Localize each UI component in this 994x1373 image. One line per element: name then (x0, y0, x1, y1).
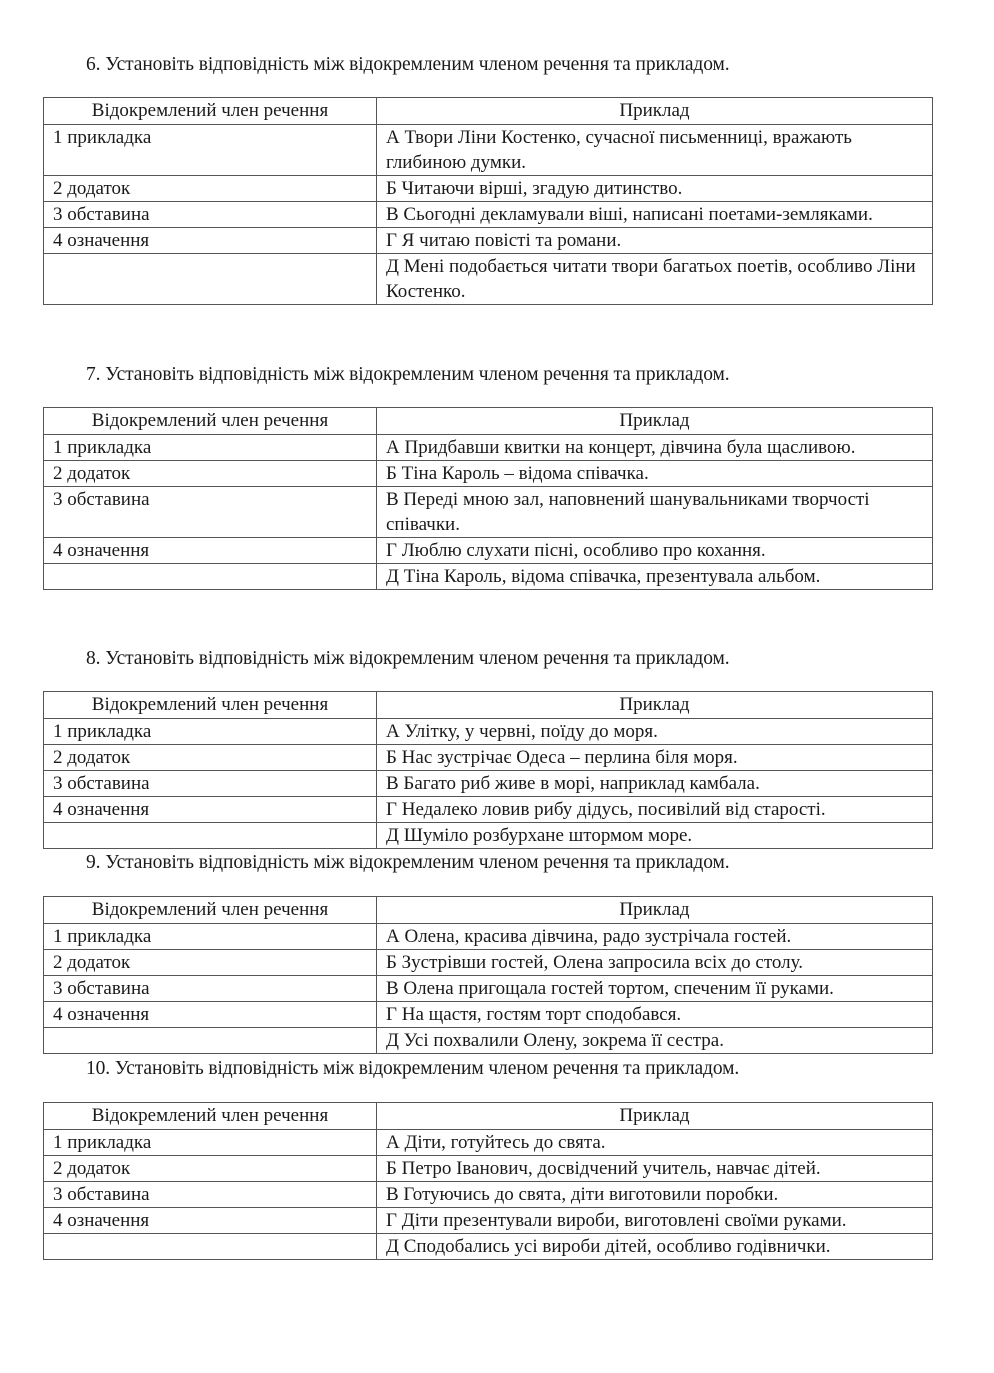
table-row (44, 461, 933, 487)
header-member: Відокремлений член речення (44, 1103, 377, 1130)
header-example: Приклад (377, 897, 933, 924)
table-header-row (44, 98, 933, 125)
table-header-row (44, 692, 933, 719)
table-row (44, 1208, 933, 1234)
example-cell: Г Я читаю повісті та романи. (377, 228, 933, 254)
member-cell (44, 564, 377, 590)
table-row (44, 254, 933, 305)
example-cell: Д Сподобались усі вироби дітей, особливо годівнички. (377, 1234, 933, 1260)
header-member: Відокремлений член речення (44, 98, 377, 125)
example-cell: А Діти, готуйтесь до свята. (377, 1130, 933, 1156)
member-cell: 3 обставина (44, 1182, 377, 1208)
example-cell: В Готуючись до свята, діти виготовили поробки. (377, 1182, 933, 1208)
example-cell: Г Люблю слухати пісні, особливо про кохання. (377, 538, 933, 564)
member-cell: 1 прикладка (44, 125, 377, 176)
example-cell: Г Недалеко ловив рибу дідусь, посивілий від старості. (377, 797, 933, 823)
example-cell: Б Петро Іванович, досвідчений учитель, навчає дітей. (377, 1156, 933, 1182)
table-row (44, 924, 933, 950)
header-example: Приклад (377, 98, 933, 125)
example-cell: Д Мені подобається читати твори багатьох поетів, особливо Ліни Костенко. (377, 254, 933, 305)
question-10-table (43, 1102, 933, 1260)
header-member: Відокремлений член речення (44, 897, 377, 924)
member-cell: 3 обставина (44, 202, 377, 228)
table-row (44, 176, 933, 202)
example-cell: Г На щастя, гостям торт сподобався. (377, 1002, 933, 1028)
table-row (44, 719, 933, 745)
table-row (44, 1130, 933, 1156)
member-cell: 2 додаток (44, 1156, 377, 1182)
question-6-table (43, 97, 933, 305)
member-cell: 2 додаток (44, 950, 377, 976)
member-cell: 2 додаток (44, 745, 377, 771)
header-example: Приклад (377, 692, 933, 719)
table-row (44, 1234, 933, 1260)
member-cell (44, 1234, 377, 1260)
question-6-title: 6. Установіть відповідність між відокремленим членом речення та прикладом. (86, 54, 730, 75)
question-10-title: 10. Установіть відповідність між відокремленим членом речення та прикладом. (86, 1058, 740, 1079)
table-row (44, 1156, 933, 1182)
example-cell: А Олена, красива дівчина, радо зустрічала гостей. (377, 924, 933, 950)
table-header-row (44, 1103, 933, 1130)
member-cell: 3 обставина (44, 771, 377, 797)
table-row (44, 202, 933, 228)
table-row (44, 1028, 933, 1054)
member-cell: 1 прикладка (44, 1130, 377, 1156)
member-cell: 2 додаток (44, 176, 377, 202)
table-row (44, 797, 933, 823)
example-cell: А Твори Ліни Костенко, сучасної письменниці, вражають глибиною думки. (377, 125, 933, 176)
table-row (44, 1182, 933, 1208)
table-row (44, 745, 933, 771)
table-row (44, 771, 933, 797)
table-row (44, 435, 933, 461)
table-row (44, 125, 933, 176)
example-cell: Д Усі похвалили Олену, зокрема її сестра. (377, 1028, 933, 1054)
example-cell: В Переді мною зал, наповнений шанувальниками творчості співачки. (377, 487, 933, 538)
table-header-row (44, 408, 933, 435)
member-cell: 4 означення (44, 538, 377, 564)
table-row (44, 976, 933, 1002)
member-cell: 3 обставина (44, 487, 377, 538)
table-row (44, 228, 933, 254)
example-cell: Д Шуміло розбурхане штормом море. (377, 823, 933, 849)
question-7-table (43, 407, 933, 590)
example-cell: Б Тіна Кароль – відома співачка. (377, 461, 933, 487)
member-cell: 4 означення (44, 228, 377, 254)
example-cell: Б Нас зустрічає Одеса – перлина біля моря. (377, 745, 933, 771)
member-cell (44, 823, 377, 849)
header-example: Приклад (377, 1103, 933, 1130)
example-cell: В Сьогодні декламували віші, написані поетами-земляками. (377, 202, 933, 228)
question-9-table (43, 896, 933, 1054)
member-cell (44, 254, 377, 305)
header-example: Приклад (377, 408, 933, 435)
question-9-title: 9. Установіть відповідність між відокремленим членом речення та прикладом. (86, 852, 730, 873)
member-cell: 3 обставина (44, 976, 377, 1002)
example-cell: В Багато риб живе в морі, наприклад камбала. (377, 771, 933, 797)
question-7-title: 7. Установіть відповідність між відокремленим членом речення та прикладом. (86, 364, 730, 385)
header-member: Відокремлений член речення (44, 692, 377, 719)
example-cell: В Олена пригощала гостей тортом, спеченим її руками. (377, 976, 933, 1002)
example-cell: Г Діти презентували вироби, виготовлені своїми руками. (377, 1208, 933, 1234)
table-row (44, 564, 933, 590)
example-cell: Б Зустрівши гостей, Олена запросила всіх до столу. (377, 950, 933, 976)
table-row (44, 950, 933, 976)
member-cell (44, 1028, 377, 1054)
header-member: Відокремлений член речення (44, 408, 377, 435)
table-row (44, 823, 933, 849)
table-row (44, 538, 933, 564)
member-cell: 2 додаток (44, 461, 377, 487)
member-cell: 1 прикладка (44, 719, 377, 745)
member-cell: 1 прикладка (44, 924, 377, 950)
example-cell: Д Тіна Кароль, відома співачка, презентувала альбом. (377, 564, 933, 590)
member-cell: 4 означення (44, 1002, 377, 1028)
member-cell: 4 означення (44, 1208, 377, 1234)
question-8-table (43, 691, 933, 849)
member-cell: 4 означення (44, 797, 377, 823)
table-row (44, 487, 933, 538)
example-cell: Б Читаючи вірші, згадую дитинство. (377, 176, 933, 202)
question-8-title: 8. Установіть відповідність між відокремленим членом речення та прикладом. (86, 648, 730, 669)
example-cell: А Улітку, у червні, поїду до моря. (377, 719, 933, 745)
table-row (44, 1002, 933, 1028)
example-cell: А Придбавши квитки на концерт, дівчина була щасливою. (377, 435, 933, 461)
member-cell: 1 прикладка (44, 435, 377, 461)
table-header-row (44, 897, 933, 924)
